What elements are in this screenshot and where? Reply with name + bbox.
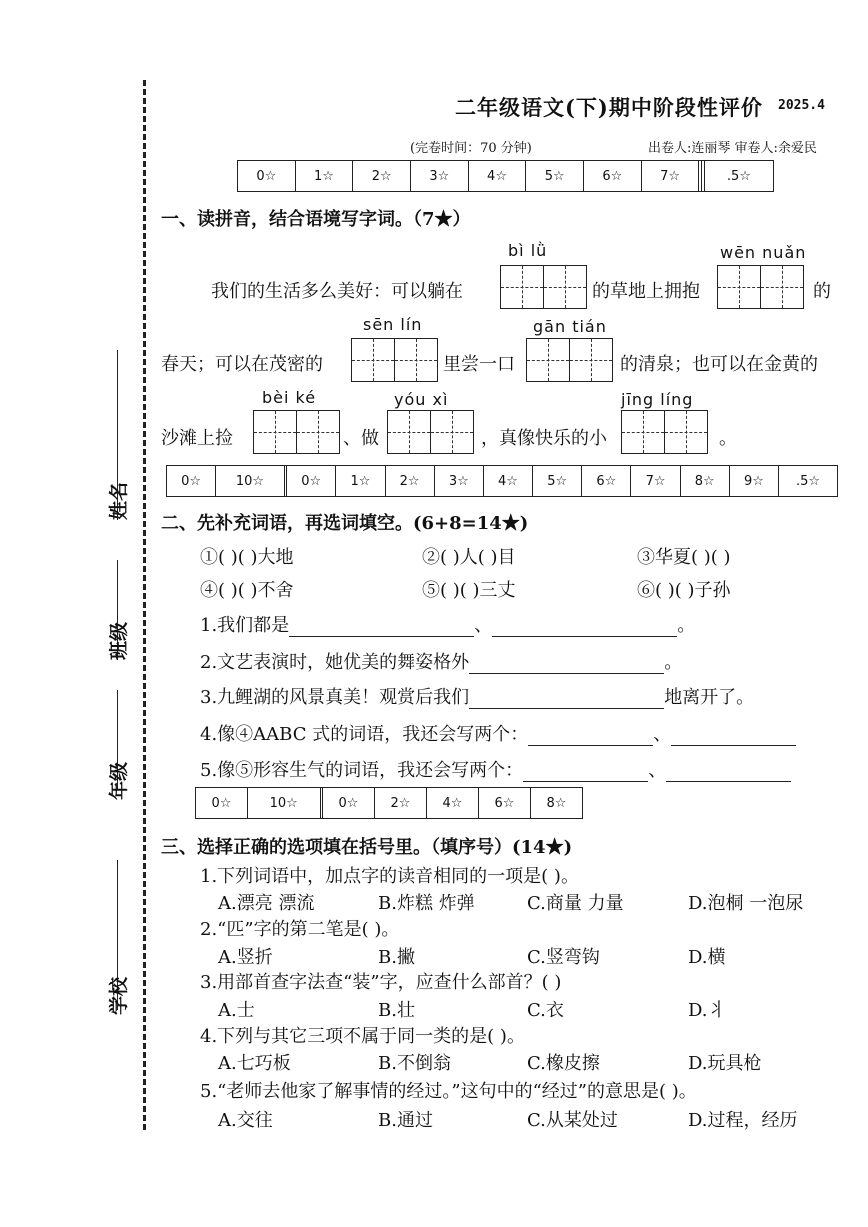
s1-text-2a: 春天；可以在茂密的 <box>161 354 323 375</box>
section-3-heading: 三、选择正确的选项填在括号里。（填序号）(14★) <box>161 837 573 858</box>
school-label: 学校 <box>108 976 130 1015</box>
s1-text-3a: 沙滩上捡 <box>161 428 233 449</box>
choice-q1-d[interactable]: D.泡桐 一泡尿 <box>688 893 804 914</box>
score-cell: 1☆ <box>295 161 353 192</box>
word-3: ③华夏( )( ) <box>637 547 731 568</box>
score-cell: 5☆ <box>526 161 584 192</box>
writing-grid-bilu[interactable] <box>500 265 587 309</box>
choice-q2-b[interactable]: B.撇 <box>378 947 415 968</box>
score-cell: 3☆ <box>411 161 469 192</box>
s1-text-2c: 的清泉；也可以在金黄的 <box>620 354 818 375</box>
fill-q2-blank[interactable] <box>469 673 664 674</box>
choice-q2: 2.“匹”字的第二笔是( )。 <box>200 919 400 940</box>
word-1: ①( )( )大地 <box>200 547 294 568</box>
pinyin-jingling: jīng líng <box>621 390 694 409</box>
fill-q2 <box>200 648 682 674</box>
pinyin-gantian: gān tián <box>533 317 607 336</box>
score-cell: 5☆ <box>533 466 582 497</box>
exam-authors: 出卷人:连丽琴 审卷人:余爱民 <box>648 141 817 156</box>
score-cell: 2☆ <box>353 161 411 192</box>
choice-q3-b[interactable]: B.壮 <box>378 1000 415 1021</box>
choice-q3-c[interactable]: C.衣 <box>527 1000 564 1021</box>
writing-grid-youxi[interactable] <box>387 410 474 454</box>
class-label: 班级 <box>108 621 130 660</box>
fill-q1-blank-1[interactable] <box>289 636 474 637</box>
score-cell: 2☆ <box>374 788 426 819</box>
choice-q4-a[interactable]: A.七巧板 <box>218 1053 291 1074</box>
choice-q4-d[interactable]: D.玩具枪 <box>688 1053 762 1074</box>
choice-q4: 4.下列与其它三项不属于同一类的是( )。 <box>200 1026 525 1047</box>
score-cell: 7☆ <box>641 161 699 192</box>
s1-text-3d: 。 <box>719 428 737 449</box>
exam-time: (完卷时间：70 分钟) <box>410 141 532 156</box>
fill-q2-text: 2.文艺表演时，她优美的舞姿格外 <box>200 652 470 673</box>
name-label: 姓名 <box>108 481 130 520</box>
fill-q4-blank-1[interactable] <box>528 745 653 746</box>
score-cell: 10☆ <box>247 788 320 819</box>
score-cell: 4☆ <box>426 788 478 819</box>
score-cell: 8☆ <box>530 788 582 819</box>
fill-q5-blank-1[interactable] <box>523 781 648 782</box>
fill-q3-end: 地离开了。 <box>664 687 755 708</box>
fill-q2-end: 。 <box>664 652 683 673</box>
score-cell: 0☆ <box>196 788 248 819</box>
fill-q5-text: 5.像⑤形容生气的词语，我还会写两个： <box>200 760 524 781</box>
section-2-heading: 二、先补充词语，再选词填空。(6+8=14★) <box>161 513 529 534</box>
fill-q1-blank-2[interactable] <box>492 636 677 637</box>
binding-line <box>143 80 146 1130</box>
choice-q1-b[interactable]: B.炸糕 炸弹 <box>378 893 475 914</box>
s1-text-1c: 的 <box>813 281 831 302</box>
fill-q4 <box>200 720 796 746</box>
choice-q4-b[interactable]: B.不倒翁 <box>378 1053 451 1074</box>
fill-q1 <box>200 611 695 637</box>
s1-text-2b: 里尝一口 <box>443 354 515 375</box>
word-4: ④( )( )不舍 <box>200 580 294 601</box>
fill-q5-sep: 、 <box>648 760 667 781</box>
s1-text-3c: ，真像快乐的小 <box>481 428 607 449</box>
s1-text-3b: 、做 <box>343 428 379 449</box>
score-table-top <box>237 160 774 192</box>
score-cell: 2☆ <box>385 466 434 497</box>
s1-text-1a: 我们的生活多么美好：可以躺在 <box>211 281 463 302</box>
choice-q4-c[interactable]: C.橡皮擦 <box>527 1053 600 1074</box>
score-table-s1 <box>166 465 838 497</box>
section-1-heading: 一、读拼音，结合语境写字词。（7★） <box>161 209 471 230</box>
grade-label: 年级 <box>108 761 130 800</box>
choice-q3-a[interactable]: A.士 <box>218 1000 255 1021</box>
writing-grid-senlin[interactable] <box>351 338 438 382</box>
fill-q1-end: 。 <box>677 615 696 636</box>
score-cell: 8☆ <box>680 466 729 497</box>
choice-q1-a[interactable]: A.漂亮 漂流 <box>218 893 315 914</box>
pinyin-bilu: bì lǜ <box>508 241 548 260</box>
fill-q5-blank-2[interactable] <box>666 781 791 782</box>
score-cell: 4☆ <box>468 161 526 192</box>
word-5: ⑤( )( )三丈 <box>422 580 516 601</box>
writing-grid-gantian[interactable] <box>526 338 613 382</box>
score-cell: 9☆ <box>729 466 778 497</box>
choice-q2-c[interactable]: C.竖弯钩 <box>527 947 600 968</box>
word-6: ⑥( )( )子孙 <box>637 580 731 601</box>
writing-grid-beike[interactable] <box>253 410 340 454</box>
fill-q4-blank-2[interactable] <box>671 745 796 746</box>
score-cell: 6☆ <box>584 161 642 192</box>
choice-q2-d[interactable]: D.横 <box>688 947 726 968</box>
pinyin-beike: bèi ké <box>262 388 317 407</box>
writing-grid-jingling[interactable] <box>621 410 708 454</box>
score-cell: 0☆ <box>238 161 296 192</box>
score-cell: 6☆ <box>582 466 631 497</box>
score-cell: 10☆ <box>216 466 285 497</box>
choice-q5-a[interactable]: A.交往 <box>218 1110 273 1131</box>
score-cell: .5☆ <box>704 161 773 192</box>
fill-q4-sep: 、 <box>653 724 672 745</box>
fill-q5 <box>200 756 791 782</box>
score-table-s2 <box>195 787 583 819</box>
fill-q1-sep: 、 <box>474 615 493 636</box>
pinyin-senlin: sēn lín <box>363 315 423 334</box>
choice-q5-c[interactable]: C.从某处过 <box>527 1110 618 1131</box>
word-2: ②( )人( )目 <box>422 547 516 568</box>
writing-grid-wennuan[interactable] <box>717 265 804 309</box>
fill-q3-text: 3.九鲤湖的风景真美！观赏后我们 <box>200 687 470 708</box>
pinyin-youxi: yóu xì <box>394 390 449 409</box>
choice-q3-d[interactable]: D.丬 <box>688 1000 726 1021</box>
choice-q3: 3.用部首查字法查“装”字，应查什么部首？( ) <box>200 972 562 993</box>
exam-date: 2025.4 <box>778 98 825 113</box>
choice-q5: 5.“老师去他家了解事情的经过。”这句中的“经过”的意思是( )。 <box>200 1081 697 1102</box>
choice-q5-d[interactable]: D.过程，经历 <box>688 1110 798 1131</box>
score-cell: 4☆ <box>483 466 532 497</box>
page-title: 二年级语文(下)期中阶段性评价 <box>455 95 763 120</box>
score-cell: .5☆ <box>779 466 838 497</box>
choice-q1-c[interactable]: C.商量 力量 <box>527 893 624 914</box>
score-cell: 6☆ <box>478 788 530 819</box>
score-cell: 0☆ <box>287 466 336 497</box>
pinyin-wennuan: wēn nuǎn <box>720 243 807 262</box>
fill-q1-text: 1.我们都是 <box>200 615 290 636</box>
choice-q1: 1.下列词语中，加点字的读音相同的一项是( )。 <box>200 866 579 887</box>
score-cell: 7☆ <box>631 466 680 497</box>
choice-q5-b[interactable]: B.通过 <box>378 1110 433 1131</box>
fill-q3-blank[interactable] <box>469 708 664 709</box>
score-cell: 3☆ <box>434 466 483 497</box>
s1-text-1b: 的草地上拥抱 <box>592 281 700 302</box>
score-cell: 1☆ <box>336 466 385 497</box>
fill-q4-text: 4.像④AABC 式的词语，我还会写两个： <box>200 724 529 745</box>
fill-q3 <box>200 683 754 709</box>
score-cell: 0☆ <box>167 466 216 497</box>
score-cell: 0☆ <box>322 788 374 819</box>
choice-q2-a[interactable]: A.竖折 <box>218 947 273 968</box>
